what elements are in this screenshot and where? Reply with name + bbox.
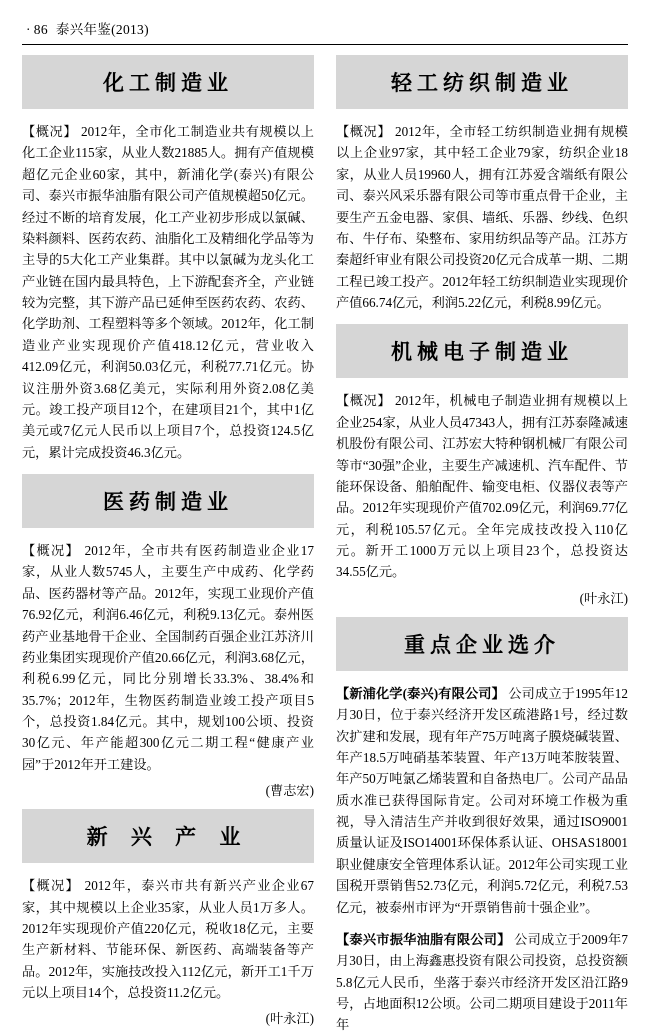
section-body-textile: 【概况】 2012年，全市轻工纺织制造业拥有规模以上企业97家，其中轻工企业79家，纺织企业18家，从业人员19960人，拥有江苏爱含端纸有限公司、泰兴风采乐器有限公司等市重点骨干企业，主要生产五金电器、家俱、墙纸、乐器、纱线、色织布、牛仔布、染整布、家用纺织品等产品。江苏方秦超纤审业有限公司投资20亿元合成革一期、二期工程已竣工投产。2012年轻工纺织制造业实现现价产值66.74亿元，利润5.22亿元，利税8.99亿元。 [336,124,628,310]
section-body-chemical: 【概况】 2012年，全市化工制造业共有规模以上化工企业115家，从业人数21885人。拥有产值规模超亿元企业60家，其中，新浦化学(泰兴)有限公司、泰兴市振华油脂有限公司产值规模超50亿元。经过不断的培育发展，化工产业初步形成以氯碱、染料颜料、医药农药、油脂化工及精细化学品等为主导的5大化工产业集群。其中以氯碱为龙头化工产业链在国内最具特色，上下游配套齐全，产业链较为完整，其下游产品已延伸至医药农药、农药、化学助剂、工程塑料等多个领域。2012年，化工制造业产业实现现价产值418.12亿元，营业收入412.09亿元，利润50.03亿元，利税77.71亿元。协议注册外资3.68亿美元，实际利用外资2.08亿美元。竣工投产项目12个，在建项目21个，其中1亿美元或7亿元人民币以上项目7个，总投资124.5亿元，累计完成投资46.3亿元。 [22,124,314,460]
enterprise-text: 公司成立于2009年7月30日，由上海鑫惠投资有限公司投资，总投资额5.8亿元人民币，坐落于泰兴市经济开发区沿江路9号，占地面积12公顷。公司二期项目建设于2011年年 [336,931,629,1033]
section-heading-textile: 轻工纺织制造业 [336,55,628,109]
page-number: 86 [33,22,48,37]
section-signoff-emerging: (叶永江) [265,1011,314,1027]
page-columns [22,55,629,1033]
section-heading-pharma: 医药制造业 [22,474,314,528]
section-heading-machinery: 机械电子制造业 [336,324,628,378]
running-head-dot: · [26,22,31,37]
right-column [336,55,629,1033]
section-body-emerging: 【概况】 2012年，泰兴市共有新兴产业企业67家，其中规模以上企业35家，从业人员1万多人。2012年实现现价产值220亿元，税收18亿元，主要生产新材料、节能环保、新医药、高端装备等产品。2012年，实施技改投入112亿元，新开工1千万元以上项目14个，总投资11.2亿元。 [22,878,314,1000]
section-signoff-pharma: (曹志宏) [265,783,314,799]
enterprise-text: 公司成立于1995年12月30日，位于泰兴经济开发区疏港路1号，经过数次扩建和发展，现有年产75万吨离子膜烧碱装置、年产18.5万吨硝基苯装置、年产13万吨苯胺装置、年产50万吨氯乙烯装置和自备热电厂。公司产品品质水准已获得国际肯定。公司对环境工作极为重视，导入清洁生产并收到很好效果，通过ISO9001质量认证及ISO14001环保体系认证、OHSAS18001职业健康安全管理体系认证。2012年公司实现工业国税开票销售52.73亿元，利润5.72亿元，利税7.53亿元，被泰州市评为“开票销售前十强企业”。 [336,685,628,915]
running-head-title: 泰兴年鉴(2013) [55,22,149,37]
section-heading-key-enterprises: 重点企业选介 [336,617,628,671]
header-rule [22,44,628,45]
section-signoff-machinery: (叶永江) [579,590,628,606]
enterprise-name: 【泰兴市振华油脂有限公司】 [336,931,511,947]
enterprise-entry [336,683,628,918]
left-column [22,55,314,1027]
section-body-pharma: 【概况】 2012年，全市共有医药制造业企业17家，从业人数5745人，主要生产中成药、化学药品、医药器材等产品。2012年，实现工业现价产值76.92亿元，利润6.46亿元，利税9.13亿元。泰州医药产业基地骨干企业、全国制药百强企业江苏济川药业集团实现现价产值20.66亿元，利润3.68亿元，利税6.99亿元，同比分别增长33.3%、38.4%和35.7%；2012年，生物医药制造业竣工投产项目5个，总投资1.84亿元。其中，规划100公顷、投资30亿元、年产能超300亿元二期工程“健康产业园”于2012年开工建设。 [22,543,314,772]
section-heading-chemical: 化工制造业 [22,55,314,109]
section-body-machinery: 【概况】 2012年，机械电子制造业拥有规模以上企业254家，从业人员47343人，拥有江苏泰隆减速机股份有限公司、江苏宏大特种钢机械厂有限公司等市“30强”企业，主要生产减速机、汽车配件、节能环保设备、船舶配件、输变电柜、仪器仪表等产品。2012年实现现价产值702.09亿元，利润69.77亿元，利税105.57亿元。全年完成技改投入110亿元。新开工1000万元以上项目23个，总投资达34.55亿元。 [336,393,628,580]
enterprise-name: 【新浦化学(泰兴)有限公司】 [336,685,505,701]
section-heading-emerging: 新 兴 产 业 [22,809,314,863]
running-head [22,18,628,38]
